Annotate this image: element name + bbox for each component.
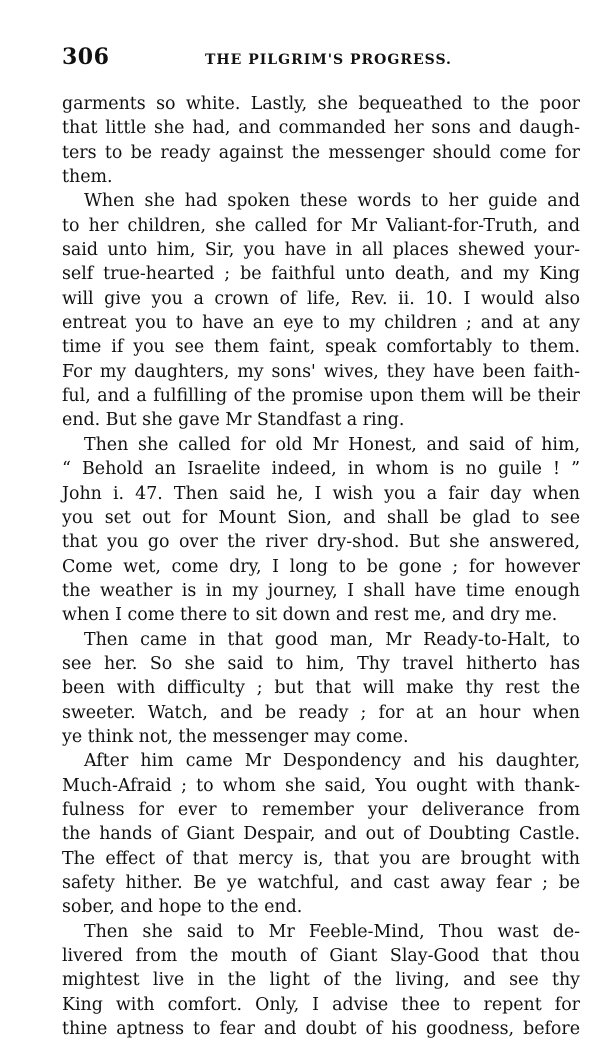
text-line: “ Behold an Israelite indeed, in whom is no guile ! ” xyxy=(62,459,580,480)
text-line: that little she had, and commanded her sons and daugh- xyxy=(62,118,580,139)
text-line: Then she called for old Mr Honest, and said of him, xyxy=(84,434,580,455)
text-line: the hands of Giant Despair, and out of Doubting Castle. xyxy=(62,824,580,845)
text-line: livered from the mouth of Giant Slay-Good that thou xyxy=(62,946,580,967)
text-line: safety hither. Be ye watchful, and cast away fear ; be xyxy=(62,873,580,893)
text-line: self true-hearted ; be faithful unto death, and my King xyxy=(62,264,580,285)
text-line: fulness for ever to remember your deliverance from xyxy=(62,799,580,820)
text-line: ful, and a fulfilling of the promise upon them will be their xyxy=(62,386,580,407)
text-line: ters to be ready against the messenger should come for xyxy=(62,142,580,163)
text-line: sober, and hope to the end. xyxy=(62,897,303,918)
page-number: 306 xyxy=(62,44,110,70)
text-line: you set out for Mount Sion, and shall be glad to see xyxy=(62,507,580,528)
text-line: when I come there to sit down and rest me, and dry me. xyxy=(62,605,558,626)
text-line: the weather is in my journey, I shall have time enough xyxy=(62,580,580,601)
text-line: When she had spoken these words to her guide and xyxy=(84,191,580,212)
text-line: to her children, she called for Mr Valiant-for-Truth, and xyxy=(62,215,580,236)
text-line: Come wet, come dry, I long to be gone ; for however xyxy=(62,556,580,577)
text-line: time if you see them faint, speak comfortably to them. xyxy=(62,337,580,358)
text-line: been with difficulty ; but that will make thy rest the xyxy=(62,678,580,699)
text-line: After him came Mr Despondency and his daughter, xyxy=(84,751,580,772)
text-line: mightest live in the light of the living, and see thy xyxy=(62,970,580,991)
text-line: end. But she gave Mr Standfast a ring. xyxy=(62,410,405,431)
text-line: sweeter. Watch, and be ready ; for at an hour when xyxy=(62,702,580,723)
text-line: will give you a crown of life, Rev. ii. 10. I would also xyxy=(62,288,580,309)
text-line: Then she said to Mr Feeble-Mind, Thou wast de- xyxy=(84,921,580,942)
body-text xyxy=(62,92,580,1041)
text-line: The effect of that mercy is, that you are brought with xyxy=(62,848,580,869)
text-line: entreat you to have an eye to my children ; and at any xyxy=(62,313,580,334)
text-line: them. xyxy=(62,167,113,188)
text-line: garments so white. Lastly, she bequeathed to the poor xyxy=(62,94,580,114)
text-line: ye think not, the messenger may come. xyxy=(62,726,409,747)
text-line: said unto him, Sir, you have in all places shewed your- xyxy=(62,240,580,261)
text-line: King with comfort. Only, I advise thee to repent for xyxy=(62,994,580,1015)
running-head: THE PILGRIM'S PROGRESS. xyxy=(205,52,452,68)
text-line: For my daughters, my sons' wives, they have been faith- xyxy=(62,361,580,382)
text-line: John i. 47. Then said he, I wish you a fair day when xyxy=(62,483,580,504)
text-line: thine aptness to fear and doubt of his goodness, before xyxy=(62,1019,580,1040)
text-line: Much-Afraid ; to whom she said, You ought with thank- xyxy=(62,775,580,796)
text-line: Then came in that good man, Mr Ready-to-Halt, to xyxy=(84,629,580,650)
text-line: see her. So she said to him, Thy travel hitherto has xyxy=(62,653,580,674)
text-line: that you go over the river dry-shod. But she answered, xyxy=(62,532,580,553)
